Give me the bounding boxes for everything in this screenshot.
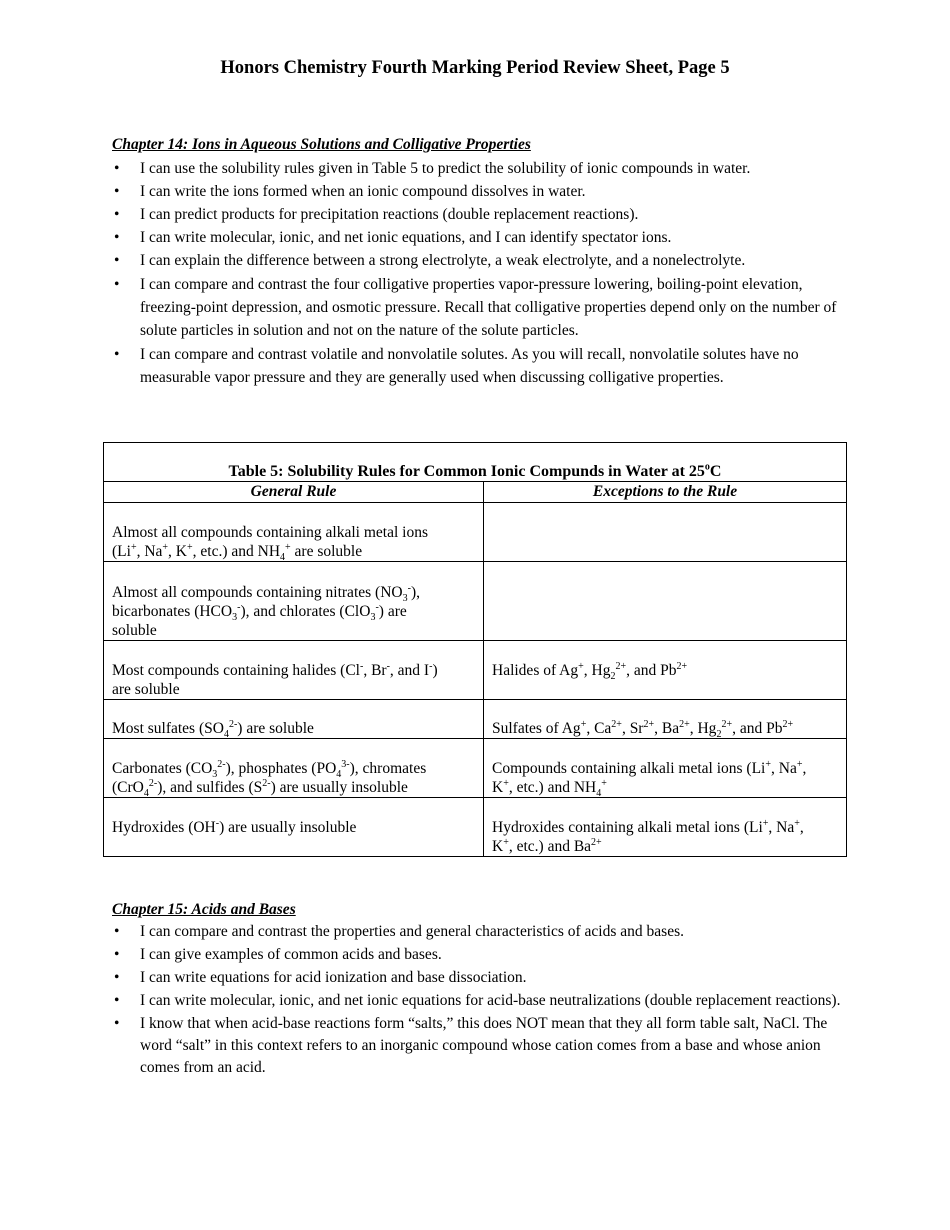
solubility-rules-table	[103, 442, 847, 857]
general-rule-cell: Almost all compounds containing nitrates $(NO_3^-)$, bicarbonates $(HCO_3^-)$, and chlorates (ClO$_3$-) are soluble	[104, 562, 484, 641]
table-caption-text: Table 5: Solubility Rules for Common Ionic Compunds in Water at 25	[228, 463, 705, 480]
chapter-14-objectives	[112, 158, 842, 390]
table-row	[104, 700, 847, 739]
table-row	[104, 641, 847, 700]
general-rule-cell: Hydroxides (OH-) are usually insoluble	[104, 798, 484, 857]
exception-cell: Halides of Ag+, $Hg_2^{2+}$, and $Pb^{2+}$	[484, 641, 847, 700]
general-rule-cell: Almost all compounds containing alkali metal ions (Li+, Na+, K+, etc.) and $NH_4^+$ are soluble	[104, 503, 484, 562]
exception-cell: Compounds containing alkali metal ions (Li+, Na+, K+, etc.) and $NH_4^+$	[484, 739, 847, 798]
list-item: • I can compare and contrast volatile and nonvolatile solutes. As you will recall, nonvolatile solutes have no measurable vapor pressure and they are generally used when discussing colligative properties.	[112, 343, 842, 389]
list-item: • I can give examples of common acids and bases.	[112, 944, 842, 966]
list-item: • I can write the ions formed when an ionic compound dissolves in water.	[112, 181, 842, 203]
list-item: • I can compare and contrast the properties and general characteristics of acids and bases.	[112, 921, 842, 943]
list-item: • I can write molecular, ionic, and net ionic equations, and I can identify spectator ions.	[112, 227, 842, 249]
list-item: • I can explain the difference between a strong electrolyte, a weak electrolyte, and a nonelectrolyte.	[112, 250, 842, 272]
general-rule-cell: Most compounds containing halides (Cl-, Br-, and I-) are soluble	[104, 641, 484, 700]
table-row	[104, 798, 847, 857]
list-item: • I can use the solubility rules given in Table 5 to predict the solubility of ionic compounds in water.	[112, 158, 842, 180]
exception-cell: Sulfates of Ag+, $Ca^{2+}$, $Sr^{2+}$, $Ba^{2+}$, $Hg_2^{2+}$, and $Pb^{2+}$	[484, 700, 847, 739]
table-row	[104, 739, 847, 798]
general-rule-cell: Carbonates $(CO_3^{2-})$, phosphates $(PO_4^{3-})$, chromates (CrO$_4^{2-}$), and sulfides $(S^{2-})$ are usually insoluble	[104, 739, 484, 798]
exception-cell	[484, 562, 847, 641]
table-caption	[104, 443, 847, 482]
exception-cell	[484, 503, 847, 562]
list-item: • I can write equations for acid ionization and base dissociation.	[112, 967, 842, 989]
list-item: • I can write molecular, ionic, and net ionic equations for acid-base neutralizations (double replacement reactions).	[112, 990, 842, 1012]
column-header-exceptions: Exceptions to the Rule	[484, 482, 847, 503]
exception-cell: Hydroxides containing alkali metal ions (Li+, Na+, K+, etc.) and $Ba^{2+}$	[484, 798, 847, 857]
chapter-15-heading: Chapter 15: Acids and Bases	[112, 901, 296, 918]
table-row	[104, 562, 847, 641]
general-rule-cell: Most sulfates $(SO_4^{2-})$ are soluble	[104, 700, 484, 739]
degree-symbol: o	[704, 461, 710, 473]
list-item: • I can predict products for precipitation reactions (double replacement reactions).	[112, 204, 842, 226]
chapter-15-objectives	[112, 921, 842, 1080]
table-row	[104, 503, 847, 562]
list-item: • I can compare and contrast the four colligative properties vapor-pressure lowering, boiling-point elevation, freezing-point depression, and osmotic pressure. Recall that colligative properties depend only on the number of solute particles in solution and not on the nature of the solute particles.	[112, 273, 842, 342]
table-caption-unit: C	[709, 463, 722, 480]
list-item: • I know that when acid-base reactions form “salts,” this does NOT mean that they all form table salt, NaCl. The word “salt” in this context refers to an inorganic compound whose cation comes from a base and whose anion comes from an acid.	[112, 1013, 842, 1079]
page-title: Honors Chemistry Fourth Marking Period Review Sheet, Page 5	[220, 58, 730, 78]
chapter-14-heading: Chapter 14: Ions in Aqueous Solutions and Colligative Properties	[112, 136, 531, 153]
column-header-general-rule: General Rule	[104, 482, 484, 503]
